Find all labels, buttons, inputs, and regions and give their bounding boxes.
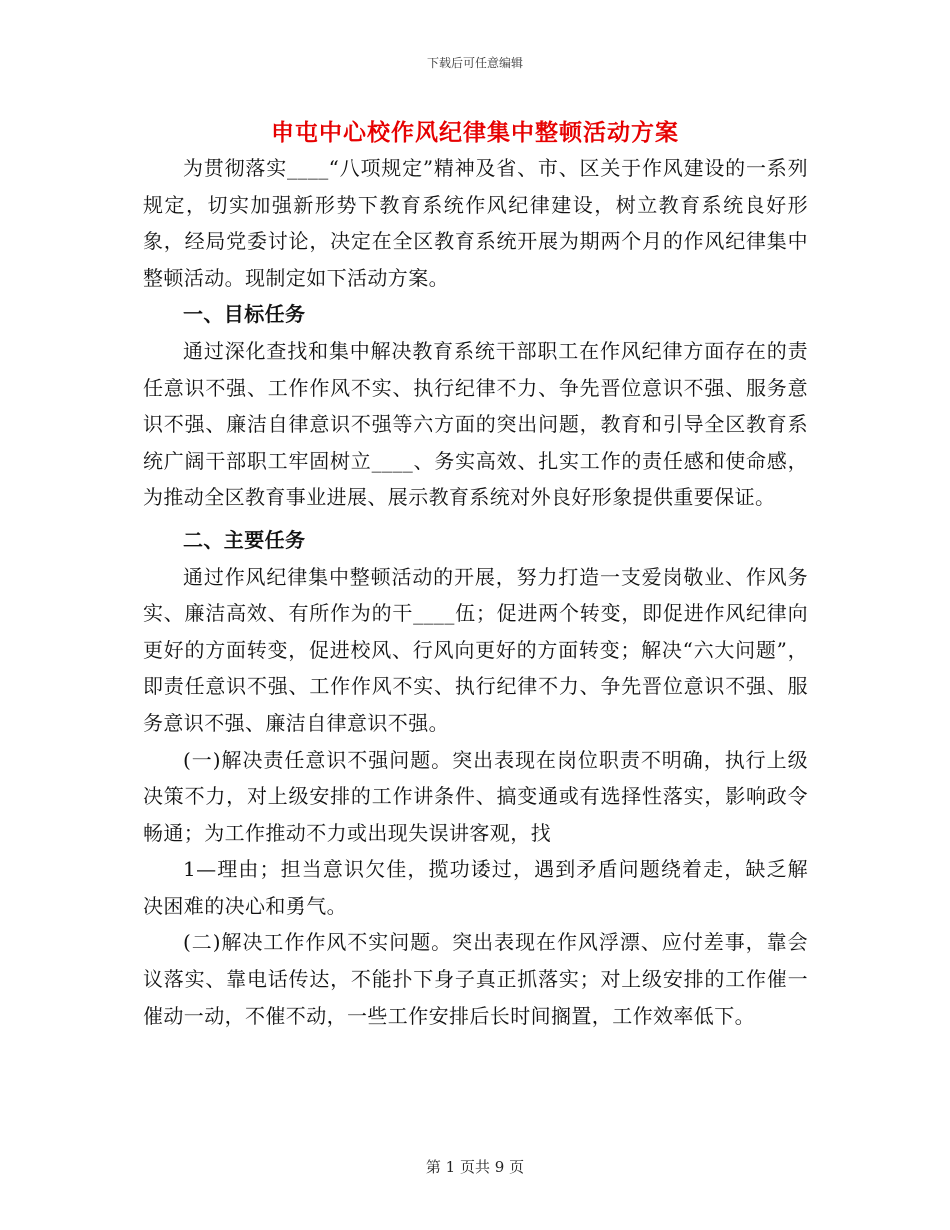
section-heading-tasks: 二、主要任务 [183,527,306,552]
task-item-2-paragraph: (二)解决工作作风不实问题。突出表现在作风浮漂、应付差事，靠会议落实、靠电话传达，不能扑下身子真正抓落实；对上级安排的工作催一催动一动，不催不动，一些工作安排后长时间搁置，工作效率低下。 [143,930,808,1028]
document-title: 申屯中心校作风纪律集中整顿活动方案 [271,120,679,146]
goals-paragraph: 通过深化查找和集中解决教育系统干部职工在作风纪律方面存在的责任意识不强、工作作风不实、执行纪律不力、争先晋位意识不强、服务意识不强、廉洁自律意识不强等六方面的突出问题，教育和引导全区教育系统广阔干部职工牢固树立____、务实高效、扎实工作的责任感和使命感，为推动全区教育事业进展、展示教育系统对外良好形象提供重要保证。 [143,338,808,510]
header-note: 下载后可任意编辑 [426,56,523,70]
task-item-1-paragraph: (一)解决责任意识不强问题。突出表现在岗位职责不明确，执行上级决策不力，对上级安排的工作讲条件、搞变通或有选择性落实，影响政令畅通；为工作推动不力或出现失误讲客观，找 [143,747,808,845]
section-heading-goals: 一、目标任务 [183,302,306,327]
intro-paragraph: 为贯彻落实____“八项规定”精神及省、市、区关于作风建设的一系列规定，切实加强新形势下教育系统作风纪律建设，树立教育系统良好形象，经局党委讨论，决定在全区教育系统开展为期两个月的作风纪律集中整顿活动。现制定如下活动方案。 [143,156,808,290]
document-body [143,150,808,1034]
task-item-1-continued: 1—理由；担当意识欠佳，揽功诿过，遇到矛盾问题绕着走，缺乏解决困难的决心和勇气。 [143,857,808,918]
page-number: 第 1 页共 9 页 [425,1158,525,1176]
tasks-paragraph: 通过作风纪律集中整顿活动的开展，努力打造一支爱岗敬业、作风务实、廉洁高效、有所作为的干____伍；促进两个转变，即促进作风纪律向更好的方面转变，促进校风、行风向更好的方面转变；解决“六大问题”，即责任意识不强、工作作风不实、执行纪律不力、争先晋位意识不强、服务意识不强、廉洁自律意识不强。 [143,564,808,735]
